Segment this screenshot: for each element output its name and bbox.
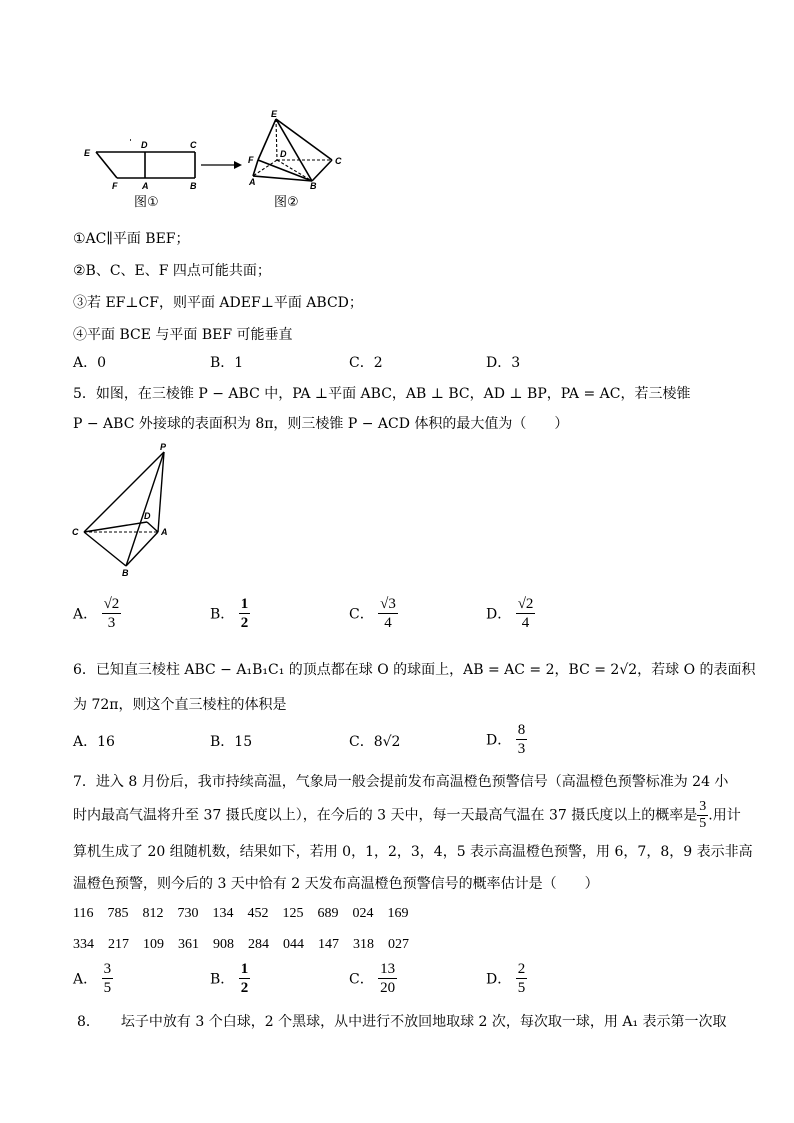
q5-stem-line2: P − ABC 外接球的表面积为 8π，则三棱锥 P − ACD 体积的最大值为（ ） [73, 416, 569, 432]
q5-stem-line1: 5．如图，在三棱锥 P − ABC 中，PA ⊥平面 ABC，AB ⊥ BC，AD ⊥ BP，PA = AC，若三棱锥 [73, 386, 691, 402]
q4-statement-3: ③若 EF⊥CF，则平面 ADEF⊥平面 ABCD； [73, 295, 363, 311]
q4-option-b[interactable]: B．1 [210, 355, 244, 371]
fig2-caption: 图② [274, 195, 299, 210]
q6-option-a[interactable]: A．16 [73, 734, 115, 750]
q4-option-a[interactable]: A．0 [73, 355, 107, 371]
q7-option-c[interactable]: C． $\frac{13}{20}$ [349, 961, 396, 996]
q6-option-d[interactable]: D． $\frac{8}{3}$ [486, 722, 526, 757]
fig2-label-B: B [310, 181, 317, 191]
q5-option-a[interactable]: A． $\frac{√2}{3}$ [73, 596, 120, 631]
q5-label-D: D [144, 511, 151, 521]
arrow-icon [201, 161, 242, 169]
q7-option-a[interactable]: A． $\frac{3}{5}$ [73, 961, 112, 996]
fig1-label-E: E [84, 148, 91, 158]
fig1-label-F: F [112, 181, 118, 191]
q4-statement-1: ①AC∥平面 BEF； [73, 231, 190, 247]
fig1-label-A: A [142, 181, 149, 191]
fig2-label-E: E [271, 109, 278, 119]
q7-stem-line3: 算机生成了 20 组随机数，结果如下，若用 0，1，2，3，4，5 表示高温橙色预警，用 6，7，8，9 表示非高 [73, 844, 753, 860]
q5-option-d[interactable]: D． $\frac{√2}{4}$ [486, 596, 534, 631]
q5-label-B: B [122, 568, 129, 578]
figure-2-folded [253, 119, 332, 181]
q4-option-d[interactable]: D．3 [486, 355, 521, 371]
fig1-label-C: C [190, 140, 197, 150]
fig1-label-D: D [141, 140, 148, 150]
q4-statement-2: ②B、C、E、F 四点可能共面； [73, 263, 271, 279]
q7-random-row-1: 116 785 812 730 134 452 125 689 024 169 [73, 906, 409, 921]
q6-option-c[interactable]: C．8√2 [349, 734, 401, 750]
q7-random-row-2: 334 217 109 361 908 284 044 147 318 027 [73, 937, 409, 952]
folding-figure [70, 105, 360, 215]
q6-stem-line1: 6．已知直三棱柱 ABC − A₁B₁C₁ 的顶点都在球 O 的球面上，AB = AC = 2，BC = 2√2，若球 O 的表面积 [73, 662, 756, 678]
fig1-label-B: B [190, 181, 197, 191]
q5-label-C: C [72, 527, 79, 537]
q5-label-P: P [160, 442, 167, 452]
q5-option-b[interactable]: B． $\frac{1}{2}$ [210, 596, 249, 631]
q7-option-b[interactable]: B． $\frac{1}{2}$ [210, 961, 249, 996]
q5-option-c[interactable]: C． $\frac{√3}{4}$ [349, 596, 396, 631]
q4-option-c[interactable]: C．2 [349, 355, 383, 371]
q6-stem-line2: 为 72π，则这个直三棱柱的体积是 [73, 697, 287, 713]
fig2-label-F: F [248, 155, 254, 165]
q5-label-A: A [161, 527, 168, 537]
q7-stem-line1: 7．进入 8 月份后，我市持续高温，气象局一般会提前发布高温橙色预警信号（高温橙色预警标准为 24 小 [73, 774, 729, 790]
q7-stem-line2: 时内最高气温将升至 37 摄氏度以上），在今后的 3 天中，每一天最高气温在 37 摄氏度以上的概率是 $\frac{3}{5}$ .用计 [73, 799, 741, 831]
q7-stem-line4: 温橙色预警，则今后的 3 天中恰有 2 天发布高温橙色预警信号的概率估计是（ ） [73, 876, 599, 892]
fig2-label-A: A [249, 177, 256, 187]
q7-option-d[interactable]: D． $\frac{2}{5}$ [486, 961, 526, 996]
fig2-label-D: D [280, 149, 287, 159]
q6-option-b[interactable]: B．15 [210, 734, 253, 750]
q4-statement-4: ④平面 BCE 与平面 BEF 可能垂直 [73, 327, 293, 343]
fig1-caption: 图① [134, 195, 159, 210]
tetrahedron-figure [68, 440, 188, 580]
q8-stem-line1: 8． 坛子中放有 3 个白球，2 个黑球，从中进行不放回地取球 2 次，每次取一球，用 A₁ 表示第一次取 [77, 1014, 727, 1030]
fig2-label-C: C [335, 156, 342, 166]
